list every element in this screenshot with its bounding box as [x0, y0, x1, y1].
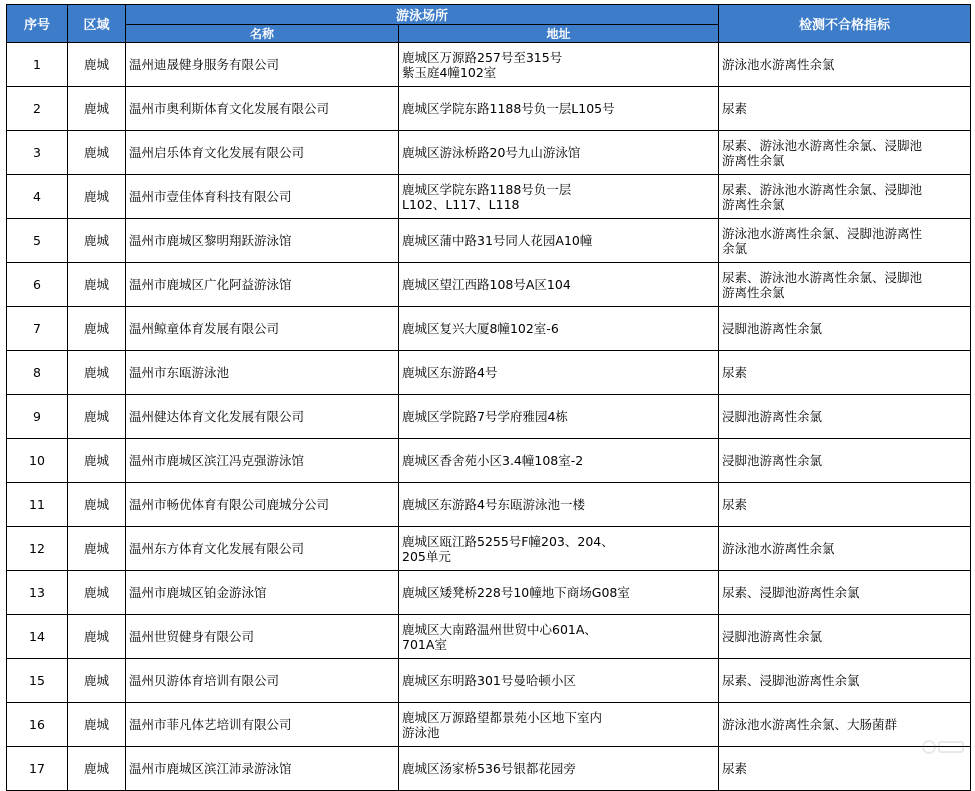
cell-district: 鹿城 [68, 747, 126, 791]
cell-district: 鹿城 [68, 131, 126, 175]
cell-indicator: 游泳池水游离性余氯 [719, 43, 971, 87]
cell-name: 温州市东瓯游泳池 [126, 351, 399, 395]
cell-address: 鹿城区汤家桥536号银都花园旁 [399, 747, 719, 791]
cell-name: 温州世贸健身有限公司 [126, 615, 399, 659]
cell-indicator: 浸脚池游离性余氯 [719, 307, 971, 351]
cell-district: 鹿城 [68, 87, 126, 131]
cell-name: 温州启乐体育文化发展有限公司 [126, 131, 399, 175]
cell-seq: 10 [7, 439, 68, 483]
cell-district: 鹿城 [68, 307, 126, 351]
cell-name: 温州市鹿城区广化阿益游泳馆 [126, 263, 399, 307]
cell-seq: 12 [7, 527, 68, 571]
cell-address: 鹿城区复兴大厦8幢102室-6 [399, 307, 719, 351]
cell-seq: 11 [7, 483, 68, 527]
cell-address: 鹿城区香舍苑小区3.4幢108室-2 [399, 439, 719, 483]
table-row [7, 615, 971, 659]
table-row [7, 527, 971, 571]
header-name: 名称 [126, 25, 399, 43]
cell-seq: 15 [7, 659, 68, 703]
cell-district: 鹿城 [68, 219, 126, 263]
table-row [7, 307, 971, 351]
cell-indicator: 尿素、游泳池水游离性余氯、浸脚池 游离性余氯 [719, 175, 971, 219]
cell-address: 鹿城区大南路温州世贸中心601A、 701A室 [399, 615, 719, 659]
cell-district: 鹿城 [68, 483, 126, 527]
table-row [7, 659, 971, 703]
cell-district: 鹿城 [68, 571, 126, 615]
header-address: 地址 [399, 25, 719, 43]
cell-indicator: 尿素 [719, 483, 971, 527]
cell-seq: 14 [7, 615, 68, 659]
table-row [7, 439, 971, 483]
cell-indicator: 尿素、游泳池水游离性余氯、浸脚池 游离性余氯 [719, 131, 971, 175]
cell-indicator: 尿素、游泳池水游离性余氯、浸脚池 游离性余氯 [719, 263, 971, 307]
cell-indicator: 尿素、浸脚池游离性余氯 [719, 659, 971, 703]
table-row [7, 43, 971, 87]
header-indicator: 检测不合格指标 [719, 5, 971, 43]
table-row [7, 395, 971, 439]
cell-name: 温州贝游体育培训有限公司 [126, 659, 399, 703]
table-row [7, 263, 971, 307]
cell-district: 鹿城 [68, 527, 126, 571]
cell-district: 鹿城 [68, 439, 126, 483]
cell-seq: 9 [7, 395, 68, 439]
cell-district: 鹿城 [68, 659, 126, 703]
cell-name: 温州鲸童体育发展有限公司 [126, 307, 399, 351]
cell-seq: 3 [7, 131, 68, 175]
cell-indicator: 尿素、浸脚池游离性余氯 [719, 571, 971, 615]
cell-indicator: 尿素 [719, 351, 971, 395]
cell-seq: 4 [7, 175, 68, 219]
watermark-icon [921, 736, 967, 758]
cell-district: 鹿城 [68, 703, 126, 747]
cell-indicator: 浸脚池游离性余氯 [719, 615, 971, 659]
cell-address: 鹿城区蒲中路31号同人花园A10幢 [399, 219, 719, 263]
cell-indicator: 游泳池水游离性余氯、大肠菌群 [719, 703, 971, 747]
header-seq: 序号 [7, 5, 68, 43]
cell-district: 鹿城 [68, 615, 126, 659]
cell-seq: 16 [7, 703, 68, 747]
cell-seq: 7 [7, 307, 68, 351]
header-venue-group: 游泳场所 [126, 5, 719, 25]
cell-name: 温州市奥利斯体育文化发展有限公司 [126, 87, 399, 131]
cell-name: 温州市鹿城区滨江沛录游泳馆 [126, 747, 399, 791]
cell-name: 温州迪晟健身服务有限公司 [126, 43, 399, 87]
cell-indicator: 游泳池水游离性余氯 [719, 527, 971, 571]
table-row [7, 175, 971, 219]
table-row [7, 483, 971, 527]
cell-address: 鹿城区望江西路108号A区104 [399, 263, 719, 307]
inspection-table [6, 4, 971, 791]
cell-name: 温州市畅优体育有限公司鹿城分公司 [126, 483, 399, 527]
cell-indicator: 尿素 [719, 87, 971, 131]
cell-address: 鹿城区矮凳桥228号10幢地下商场G08室 [399, 571, 719, 615]
table-row [7, 219, 971, 263]
cell-address: 鹿城区游泳桥路20号九山游泳馆 [399, 131, 719, 175]
cell-address: 鹿城区学院路7号学府雅园4栋 [399, 395, 719, 439]
cell-seq: 5 [7, 219, 68, 263]
cell-seq: 17 [7, 747, 68, 791]
table-row [7, 571, 971, 615]
cell-name: 温州市壹佳体育科技有限公司 [126, 175, 399, 219]
inspection-table-container [6, 4, 970, 791]
cell-address: 鹿城区学院东路1188号负一层L105号 [399, 87, 719, 131]
cell-seq: 6 [7, 263, 68, 307]
cell-seq: 8 [7, 351, 68, 395]
cell-seq: 1 [7, 43, 68, 87]
table-row [7, 703, 971, 747]
cell-district: 鹿城 [68, 43, 126, 87]
cell-address: 鹿城区瓯江路5255号F幢203、204、 205单元 [399, 527, 719, 571]
cell-name: 温州健达体育文化发展有限公司 [126, 395, 399, 439]
table-row [7, 747, 971, 791]
cell-indicator: 浸脚池游离性余氯 [719, 395, 971, 439]
cell-indicator: 尿素 [719, 747, 971, 791]
cell-indicator: 游泳池水游离性余氯、浸脚池游离性 余氯 [719, 219, 971, 263]
cell-seq: 2 [7, 87, 68, 131]
cell-district: 鹿城 [68, 351, 126, 395]
cell-address: 鹿城区东明路301号曼哈顿小区 [399, 659, 719, 703]
cell-name: 温州东方体育文化发展有限公司 [126, 527, 399, 571]
cell-address: 鹿城区万源路257号至315号 紫玉庭4幢102室 [399, 43, 719, 87]
header-district: 区域 [68, 5, 126, 43]
cell-district: 鹿城 [68, 263, 126, 307]
cell-address: 鹿城区东游路4号东瓯游泳池一楼 [399, 483, 719, 527]
cell-seq: 13 [7, 571, 68, 615]
cell-indicator: 浸脚池游离性余氯 [719, 439, 971, 483]
cell-district: 鹿城 [68, 175, 126, 219]
table-row [7, 131, 971, 175]
cell-address: 鹿城区学院东路1188号负一层 L102、L117、L118 [399, 175, 719, 219]
cell-name: 温州市鹿城区铂金游泳馆 [126, 571, 399, 615]
cell-name: 温州市菲凡体艺培训有限公司 [126, 703, 399, 747]
cell-address: 鹿城区东游路4号 [399, 351, 719, 395]
table-row [7, 351, 971, 395]
table-row [7, 87, 971, 131]
cell-address: 鹿城区万源路望都景苑小区地下室内 游泳池 [399, 703, 719, 747]
cell-name: 温州市鹿城区黎明翔跃游泳馆 [126, 219, 399, 263]
cell-district: 鹿城 [68, 395, 126, 439]
cell-name: 温州市鹿城区滨江冯克强游泳馆 [126, 439, 399, 483]
